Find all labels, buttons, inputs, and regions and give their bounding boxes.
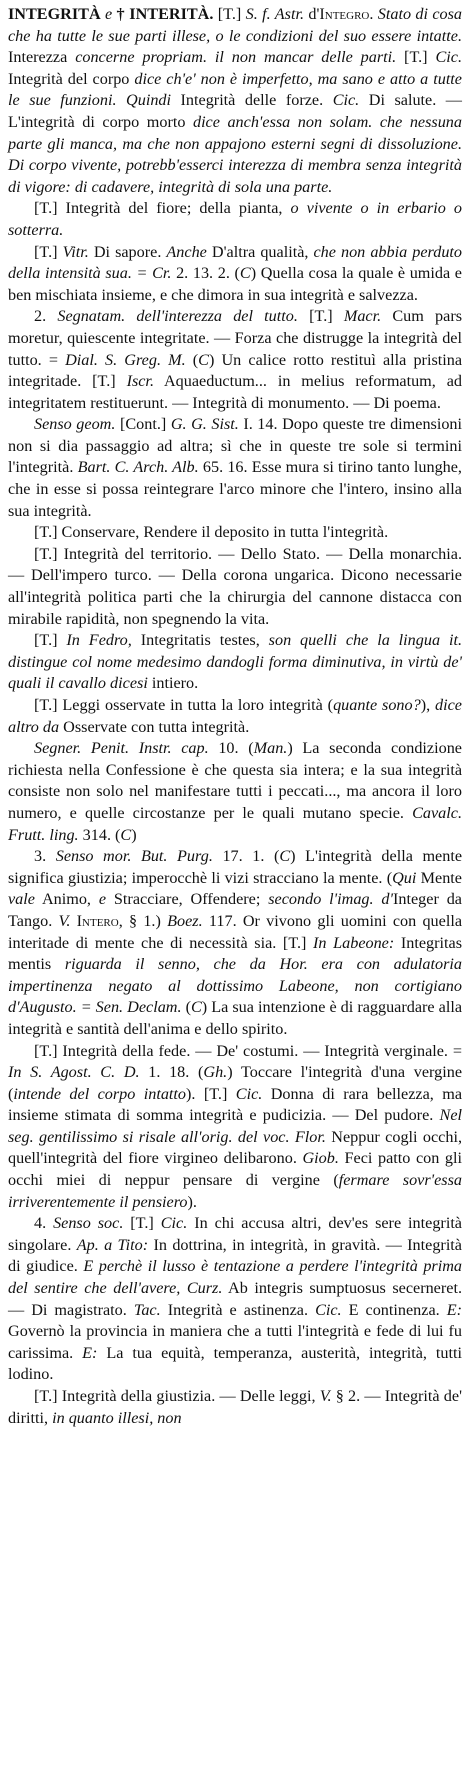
text-segment: 2. 13. 2. ( bbox=[171, 264, 240, 283]
text-segment: [T.] Integrità della fede. — De' costumi. — Integrità verginale. = bbox=[34, 1041, 462, 1060]
text-segment: Integritatis testes, bbox=[131, 631, 269, 650]
entry-paragraph bbox=[8, 695, 462, 738]
text-segment: Giob. bbox=[302, 1149, 339, 1168]
text-segment: E continenza. bbox=[341, 1300, 447, 1319]
text-segment: Segnatam. dell'interezza del tutto. bbox=[57, 307, 298, 326]
text-segment: Cic. bbox=[332, 91, 360, 110]
text-segment: V. bbox=[58, 911, 71, 930]
text-segment: C bbox=[190, 998, 202, 1017]
entry-paragraph bbox=[8, 544, 462, 630]
text-segment: ) Toccare l'integrità d'una vergine ( bbox=[8, 1063, 462, 1103]
text-segment: ) La sua intenzione è di ragguardare alla integrità e santità dell'anima e dello spirito. bbox=[8, 998, 463, 1038]
text-segment: 3. bbox=[34, 847, 56, 866]
text-segment: C bbox=[239, 264, 251, 283]
text-segment: E: bbox=[446, 1300, 462, 1319]
text-segment: Neppur cogli occhi, quell'integrità del fiore virgineo delibarono. bbox=[8, 1127, 463, 1168]
text-segment: Cic. bbox=[315, 1300, 342, 1319]
text-segment: In Fedro, bbox=[66, 631, 132, 650]
text-segment: riguarda il senno, che da Hor. era con adulatoria impertinenza negato al dottissimo Labeone, non cortigiano d'Augusto. = Sen. Declam. bbox=[8, 955, 462, 1017]
text-segment: I. 14. Dopo queste tre dimensioni non si dia passaggio ad altra; sì che in queste tre sole si termini l'integrità. bbox=[8, 415, 463, 477]
text-segment: dice altro da bbox=[8, 696, 462, 736]
text-segment: che non abbia perduto della intensità sua. = Cr. bbox=[8, 242, 462, 283]
text-segment: ( bbox=[181, 998, 191, 1017]
text-segment: Integrità e astinenza. bbox=[160, 1300, 316, 1319]
text-segment: [Cont.] bbox=[115, 415, 171, 434]
text-segment: in quanto illesi, non bbox=[52, 1408, 182, 1427]
text-segment: intiero. bbox=[147, 674, 199, 693]
text-segment: In chi accusa altri, dev'es sere integrità singolare. bbox=[8, 1214, 462, 1254]
text-segment: e bbox=[98, 890, 107, 909]
entry-headword-paragraph bbox=[8, 4, 462, 198]
text-segment: Integro bbox=[319, 5, 370, 23]
text-segment: Segner. Penit. Instr. cap. bbox=[34, 739, 209, 758]
text-segment: Animo, bbox=[34, 890, 99, 909]
text-segment: secondo l'imag. d' bbox=[268, 890, 393, 909]
text-segment: 4. bbox=[34, 1214, 54, 1233]
entry-paragraph bbox=[8, 522, 462, 544]
text-segment: Cavalc. Frutt. ling. bbox=[8, 803, 462, 844]
entry-paragraph bbox=[8, 846, 462, 1040]
text-segment: ) Un calice rotto restituì alla pristina integritade. [T.] bbox=[8, 350, 463, 391]
text-segment: Donna di rara bellezza, ma insieme stimata di somma integrità e pudicizia. — Del pudore. bbox=[8, 1084, 463, 1125]
text-segment: Integrità delle forze. bbox=[171, 91, 333, 110]
text-segment: [T.] Integrità della giustizia. — Delle leggi, bbox=[34, 1387, 320, 1405]
text-segment: [T.] Integrità del territorio. — Dello Stato. — Della monarchia. — Dell'impero turco. — Della corona ungarica. Dicono necessarie all'integrità politica parti che la chirurgia del cannone distacca con mirabile rapidità, non spegnendo la vita. bbox=[8, 544, 462, 628]
text-segment: Intero bbox=[76, 911, 119, 930]
text-segment: Osservate con tutta integrità. bbox=[59, 717, 250, 736]
entry-paragraph bbox=[8, 242, 462, 307]
text-segment: Feci patto con gli occhi miei di neppur pensare di vergine ( bbox=[8, 1149, 462, 1190]
text-segment: quante sono? bbox=[333, 696, 421, 714]
text-segment: dice anch'essa non solam. che nessuna parte gli manca, ma che non appajono esterni segni di dissoluzione. Di corpo vivente, potrebb'esserci interezza di membra senza integrità di vigore: di cadavere, integrità di sola una parte. bbox=[8, 112, 462, 196]
text-segment: , § 1.) bbox=[118, 911, 168, 930]
text-segment: Senso soc. bbox=[53, 1214, 124, 1233]
text-segment: Mente bbox=[416, 868, 462, 887]
text-segment: 2. bbox=[34, 307, 58, 326]
text-segment: [T.] bbox=[123, 1214, 161, 1233]
text-segment: intende del corpo intatto bbox=[13, 1084, 187, 1103]
text-segment: E: bbox=[82, 1343, 98, 1362]
text-segment: ), bbox=[420, 696, 436, 714]
text-segment: G. G. Sist. bbox=[170, 415, 239, 434]
text-segment: Cic. bbox=[435, 48, 462, 67]
text-segment: Qui bbox=[392, 868, 417, 887]
text-segment: [T.] bbox=[396, 48, 436, 67]
text-segment: C bbox=[279, 847, 291, 866]
text-segment: Stato di cosa che ha tutte le sue parti illese, o le condizioni del suo essere intatte. bbox=[8, 5, 463, 45]
text-segment: [T.] Integrità del fiore; della pianta, bbox=[34, 199, 291, 218]
text-segment: d' bbox=[304, 5, 320, 23]
text-segment: Ap. a Tito: bbox=[76, 1235, 149, 1254]
text-segment: [T.] bbox=[297, 307, 344, 326]
text-segment: 10. ( bbox=[208, 739, 254, 758]
text-segment: 65. 16. Esse mura si tirino tanto lunghe, che in esse si possa reintegrare l'arco minore che l'intero, insino alla sua integrità. bbox=[8, 458, 462, 520]
text-segment: C bbox=[120, 825, 132, 844]
text-segment: Cic. bbox=[235, 1084, 263, 1103]
text-segment: . bbox=[369, 5, 378, 23]
text-segment: INTEGRITÀ bbox=[8, 5, 101, 23]
text-segment: Gh. bbox=[203, 1063, 228, 1082]
text-segment: concerne propriam. il non mancar delle parti. bbox=[75, 48, 397, 67]
text-segment: [T.] bbox=[34, 631, 67, 650]
text-segment: ). [T.] bbox=[186, 1084, 236, 1103]
text-segment: [T.] Conservare, Rendere il deposito in tutta l'integrità. bbox=[34, 523, 389, 542]
text-segment: [T.] Leggi osservate in tutta la loro integrità ( bbox=[34, 696, 334, 714]
text-segment: ) La seconda condizione richiesta nella Confessione è che questa sia intera; e la sua integrità consiste non solo nel manifestare tutti i peccati..., ma ancora il loro numero, e quelle circostanze per le quali mutano specie. bbox=[8, 739, 462, 822]
text-segment: In Labeone: bbox=[313, 933, 395, 952]
text-segment: † INTERITÀ. bbox=[116, 5, 214, 23]
text-segment: Governò la provincia in maniera che a tutti l'integrità e fede di lui fu carissima. bbox=[8, 1322, 462, 1362]
text-segment: Iscr. bbox=[126, 372, 154, 391]
text-segment: Anche bbox=[166, 242, 207, 261]
text-segment: E perchè il lusso è tentazione a perdere l'integrità prima del sentire che dell'avere, Curz. bbox=[8, 1257, 462, 1298]
text-segment: ) L'integrità della mente significa giustizia; imperocchè li vizi stracciano la mente. ( bbox=[8, 847, 463, 887]
text-segment: Interezza bbox=[8, 48, 76, 67]
text-segment: C bbox=[198, 350, 209, 369]
text-segment: 314. ( bbox=[78, 825, 121, 844]
text-segment: 1. 18. ( bbox=[139, 1063, 204, 1082]
text-segment: § 2. — Integrità de' diritti, bbox=[8, 1387, 462, 1427]
text-segment: Cum pars moretur, quiescente integritate. — Forza che distrugge la integrità del tutto. = bbox=[8, 307, 463, 369]
text-segment: Di sapore. bbox=[88, 242, 167, 261]
text-segment: dice ch'e' non è imperfetto, ma sano e atto a tutte le sue funzioni. Quindi bbox=[8, 69, 462, 110]
text-segment: fermare sovr'essa irriverentemente il pensiero bbox=[8, 1171, 462, 1211]
text-segment: 117. Or vivono gli uomini con quella interitade di mente che di necessità sia. [T.] bbox=[8, 911, 463, 952]
text-segment: Tac. bbox=[133, 1300, 161, 1319]
text-segment: vale bbox=[8, 890, 35, 909]
text-segment: In dottrina, in integrità, in gravità. — Integrità di giudice. bbox=[8, 1235, 462, 1276]
text-segment: o vivente o in erbario o sotterra. bbox=[8, 199, 463, 239]
text-segment: Macr. bbox=[343, 307, 382, 326]
text-segment: ( bbox=[185, 350, 199, 369]
text-segment: [T.] bbox=[213, 5, 246, 23]
text-segment: Integer da Tango. bbox=[8, 890, 462, 930]
text-segment: Nel seg. gentilissimo si risale all'orig. del voc. Flor. bbox=[8, 1106, 462, 1146]
text-segment: Man. bbox=[253, 739, 288, 758]
text-segment: D'altra qualità, bbox=[206, 242, 314, 261]
text-segment: 17. 1. ( bbox=[212, 847, 280, 866]
entry-paragraph bbox=[8, 1041, 462, 1214]
entry-paragraph bbox=[8, 1213, 462, 1386]
text-segment: In S. Agost. C. D. bbox=[8, 1063, 140, 1082]
text-segment: son quelli che la lingua it. distingue col nome medesimo dandogli forma diminutiva, in virtù de' quali il cavallo dicesi bbox=[8, 631, 462, 693]
entry-paragraph bbox=[8, 738, 462, 846]
text-segment: Bart. C. Arch. Alb. bbox=[77, 458, 199, 477]
text-segment: Ab integris sumptuosus secerneret. — Di magistrato. bbox=[8, 1279, 462, 1319]
text-segment: Integrità del corpo bbox=[8, 69, 135, 88]
text-segment: Stracciare, Offendere; bbox=[106, 890, 269, 909]
text-segment: Vitr. bbox=[62, 242, 89, 261]
text-segment: Senso mor. But. Purg. bbox=[55, 847, 213, 866]
text-segment: Aquaeductum... in melius reformatum, ad integritatem restituerunt. — Integrità di monumento. — Di poema. bbox=[8, 372, 462, 412]
text-segment: ) Quella cosa la quale è umida e ben mischiata insieme, e che dimora in sua integrità e salvezza. bbox=[8, 264, 462, 304]
entry-paragraph bbox=[8, 414, 462, 522]
text-segment: Di salute. — L'integrità di corpo morto bbox=[8, 91, 462, 131]
entry-paragraph bbox=[8, 630, 462, 695]
text-segment: Dial. S. Greg. M. bbox=[65, 350, 186, 369]
text-segment: La tua equità, temperanza, austerità, integrità, tutti lodino. bbox=[8, 1343, 462, 1384]
entry-paragraph bbox=[8, 306, 462, 414]
text-segment: V. bbox=[319, 1387, 332, 1405]
text-segment: Senso geom. bbox=[34, 415, 116, 434]
text-segment: Boez. bbox=[167, 911, 203, 930]
text-segment: Integritas mentis bbox=[8, 933, 462, 974]
text-segment: [T.] bbox=[34, 242, 63, 261]
text-segment: ) bbox=[131, 825, 137, 844]
entry-paragraph bbox=[8, 198, 462, 241]
text-segment: ). bbox=[187, 1192, 197, 1211]
text-segment: Cic. bbox=[160, 1214, 188, 1233]
text-segment: S. f. Astr. bbox=[245, 5, 304, 23]
entry-paragraph bbox=[8, 1386, 462, 1429]
text-segment: e bbox=[100, 5, 117, 23]
